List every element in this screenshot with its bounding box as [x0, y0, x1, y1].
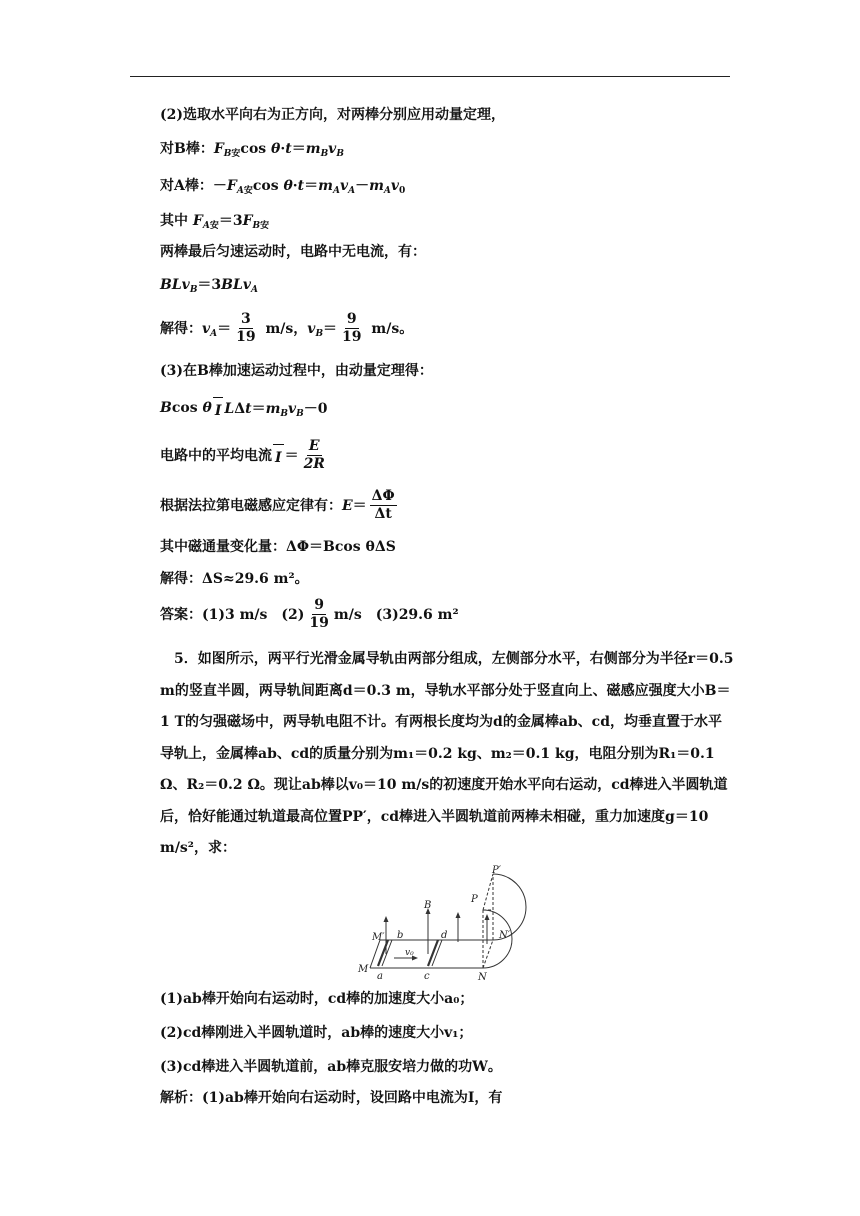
- line-area-result: 解得：ΔS≈29.6 m²。: [160, 571, 309, 587]
- solution-part2-3: [160, 98, 730, 634]
- line-flux-change: 其中磁通量变化量：ΔΦ＝Bcos θΔS: [160, 539, 396, 555]
- mean-current-symbol: I: [215, 397, 222, 419]
- line-impulse-equation: Bcos θ I $L\Delta t=m_Bv_B-0$: [160, 386, 730, 430]
- label-N-prime: N′: [499, 930, 511, 941]
- line-mean-current: 电路中的平均电流 I ＝ $\frac{E}{2R}$: [160, 437, 325, 472]
- label-M: M: [358, 964, 369, 975]
- line-answer: 答案： (1)3 m/s (2) $\frac{9}{19}$ m/s (3)29.6 m²: [160, 596, 459, 631]
- field-arrow-4: [485, 914, 490, 920]
- label-P-prime: P′: [492, 865, 501, 876]
- field-arrow-3: [456, 912, 461, 918]
- solution-start: 解析：(1)ab棒开始向右运动时，设回路中电流为I，有: [160, 1090, 503, 1106]
- line-part3-intro: (3)在B棒加速运动过程中，由动量定理得：: [160, 363, 433, 379]
- label-c: c: [424, 971, 430, 982]
- label-M-prime: M′: [372, 932, 385, 943]
- question-1: (1)ab棒开始向右运动时，cd棒的加速度大小a₀；: [160, 991, 474, 1007]
- label-a: a: [377, 971, 383, 982]
- label-N: N: [478, 972, 487, 982]
- rail-circuit-figure: [350, 862, 560, 982]
- mean-current-symbol: I: [275, 444, 282, 466]
- label-b: b: [397, 930, 404, 941]
- fraction-vB: $\frac{9}{19}$: [342, 310, 362, 345]
- line-A-rod-equation: 对A棒： $-F_{A安}\cos$ $\theta\cdot t=m_Av_A-m_Av_0$: [160, 177, 406, 196]
- line-velocity-result: 解得： $v_A=$ $\frac{3}{19}$ m/s，$v_B=$ $\frac{9}{19}$ m/s。: [160, 310, 414, 345]
- question-2: (2)cd棒刚进入半圆轨道时，ab棒的速度大小v₁；: [160, 1025, 473, 1041]
- line-faraday: 根据法拉第电磁感应定律有： E＝ $\frac{\Delta\Phi}{\Delta t}$: [160, 487, 395, 522]
- fraction-current: $\frac{E}{2R}$: [303, 437, 325, 472]
- problem-number: 5．: [174, 651, 198, 667]
- fraction-answer: $\frac{9}{19}$: [309, 596, 329, 631]
- line-momentum-intro: (2)选取水平向右为正方向，对两棒分别应用动量定理，: [160, 107, 505, 123]
- problem-5-statement: [160, 644, 734, 865]
- label-P: P: [471, 894, 478, 905]
- label-v0: v₀: [405, 948, 414, 958]
- line-steady-state: 两棒最后匀速运动时，电路中无电流，有：: [160, 244, 426, 260]
- problem-text: 如图所示，两平行光滑金属导轨由两部分组成，左侧部分水平，右侧部分为半径r＝0.5 m的竖直半圆，两导轨间距离d＝0.3 m，导轨水平部分处于竖直向上、磁感应强度大小B＝1 T的匀强磁场中，两导轨电阻不计。有两根长度均为d的金属棒ab、cd，均垂直置于水平导轨上，金属棒ab、cd的质量分别为m₁＝0.2 kg、m₂＝0.1 kg，电阻分别为R₁＝0.1 Ω、R₂＝0.2 Ω。现让ab棒以v₀＝10 m/s的初速度开始水平向右运动，cd棒进入半圆轨道后，恰好能通过轨道最高位置PP′，cd棒进入半圆轨道前两棒未相碰，重力加速度g＝10 m/s²，求：: [160, 651, 734, 856]
- field-arrow-1: [384, 916, 389, 922]
- header-rule: [130, 76, 730, 77]
- line-B-rod-equation: 对B棒： $F_{B安}\cos$ $\theta\cdot t=m_Bv_B$: [160, 140, 344, 159]
- label-d: d: [441, 930, 448, 941]
- label-B: B: [424, 900, 432, 911]
- line-force-relation: 其中 $F_{A安}=3F_{B安}$: [160, 212, 270, 231]
- fraction-vA: $\frac{3}{19}$: [236, 310, 256, 345]
- line-emf-equal: BLv$_B$＝3BLv$_A$: [160, 276, 258, 295]
- question-3: (3)cd棒进入半圆轨道前，ab棒克服安培力做的功W。: [160, 1059, 502, 1075]
- fraction-emf: $\frac{\Delta\Phi}{\Delta t}$: [371, 487, 395, 522]
